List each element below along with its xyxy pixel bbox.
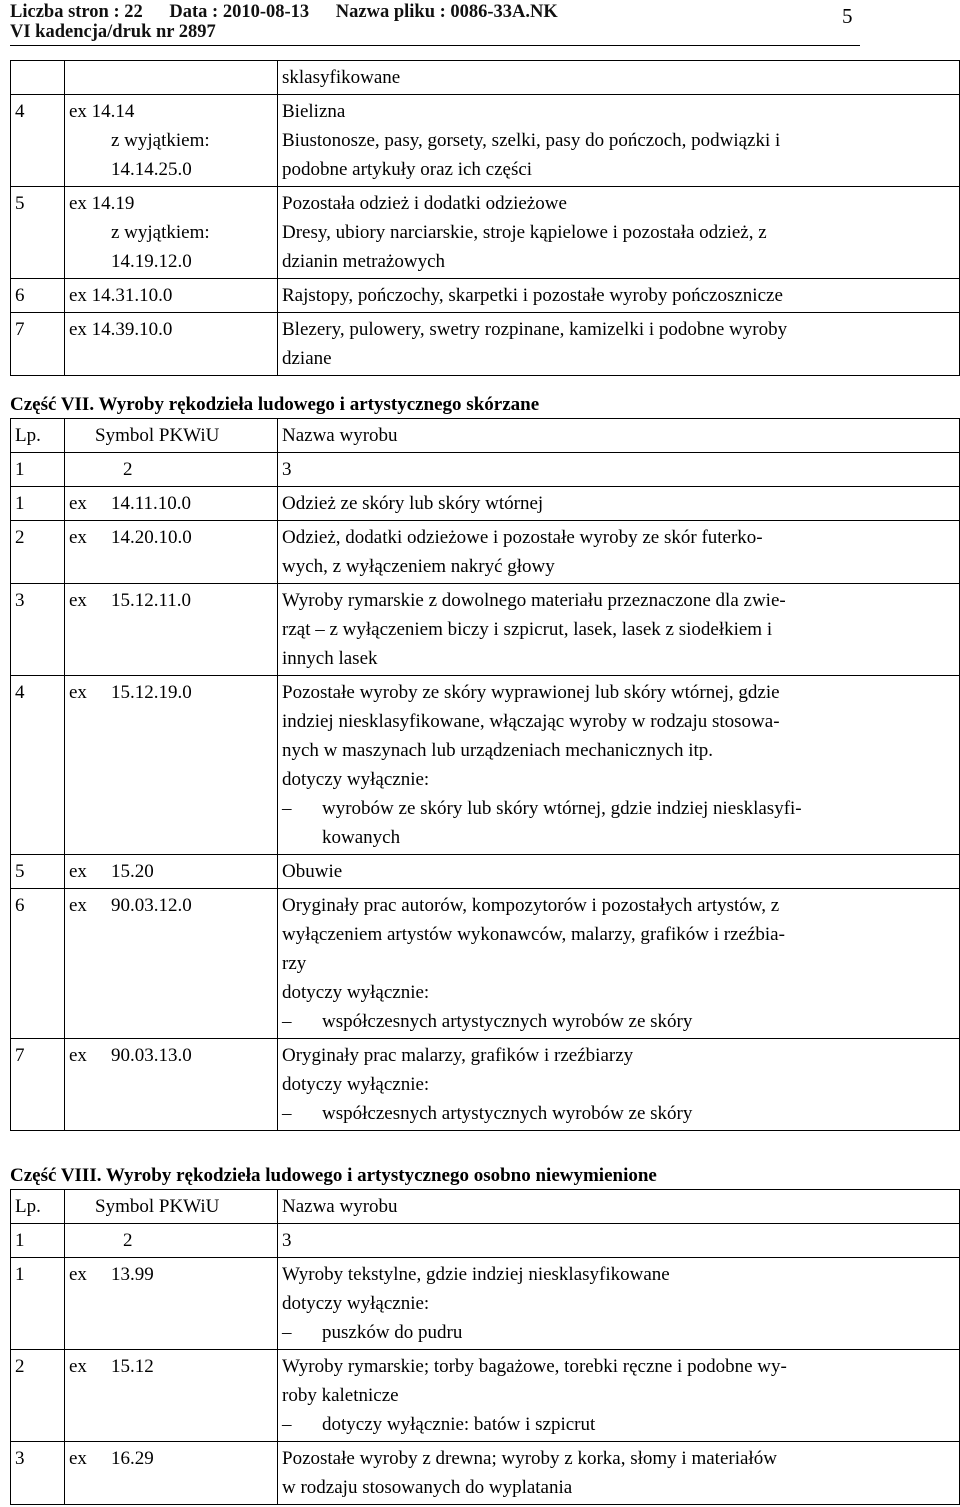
number-col-1: 1: [11, 453, 65, 487]
header-symbol: [65, 1190, 278, 1224]
dash-glyph: –: [282, 1011, 292, 1032]
name-line: Dresy, ubiory narciarskie, stroje kąpielowe i pozostała odzież, z: [282, 222, 767, 243]
name-line: Wyroby rymarskie z dowolnego materiału przeznaczone dla zwie-: [282, 590, 786, 611]
name-line: Oryginały prac autorów, kompozytorów i pozostałych artystów, z: [282, 895, 780, 916]
row-lp: [11, 61, 65, 95]
dash-text: dotyczy wyłącznie: batów i szpicrut: [322, 1414, 596, 1435]
table-row: [11, 1039, 960, 1131]
header-name: Nazwa wyrobu: [278, 419, 960, 453]
name-line: nych w maszynach lub urządzeniach mechanicznych itp.: [282, 740, 714, 761]
name-line: dziane: [282, 348, 332, 369]
pkwiu-code: 15.12.19.0: [111, 682, 192, 703]
table-row: [11, 1350, 960, 1442]
symbol-line: ex 14.31.10.0: [69, 285, 173, 306]
row-lp: 4: [11, 95, 65, 187]
dash-line: [282, 794, 956, 823]
symbol-line: ex 14.19: [69, 193, 135, 214]
row-name: [278, 279, 960, 313]
document-date: Data : 2010-08-13: [169, 2, 310, 22]
row-lp: 2: [11, 1350, 65, 1442]
row-name: [278, 313, 960, 376]
table-number-row: [11, 1224, 960, 1258]
name-line: Rajstopy, pończochy, skarpetki i pozostałe wyroby pończosznicze: [282, 285, 783, 306]
name-line: Oryginały prac malarzy, grafików i rzeźbiarzy: [282, 1045, 634, 1066]
ex-marker: ex: [69, 861, 87, 882]
symbol-line: 14.19.12.0: [111, 251, 192, 272]
name-line: Odzież, dodatki odzieżowe i pozostałe wyroby ze skór futerko-: [282, 527, 763, 548]
row-name: [278, 61, 960, 95]
table-row: [11, 521, 960, 584]
header-lp: Lp.: [11, 419, 65, 453]
name-line: sklasyfikowane: [282, 67, 401, 88]
table-row: [11, 676, 960, 855]
ex-marker: ex: [69, 493, 87, 514]
part6-table: [10, 60, 960, 376]
name-line: Pozostałe wyroby z drewna; wyroby z korka, słomy i materiałów: [282, 1448, 777, 1469]
symbol-line: ex 14.39.10.0: [69, 319, 173, 340]
part7-title: Część VII. Wyroby rękodzieła ludowego i artystycznego skórzane: [10, 394, 540, 415]
row-lp: 7: [11, 1039, 65, 1131]
row-symbol: [65, 279, 278, 313]
row-name: [278, 1350, 960, 1442]
row-lp: 3: [11, 1442, 65, 1505]
name-line: w rodzaju stosowanych do wyplatania: [282, 1477, 573, 1498]
part7-table: [10, 418, 960, 1131]
table-row: [11, 187, 960, 279]
row-symbol: [65, 61, 278, 95]
dash-glyph: –: [282, 798, 292, 819]
dash-glyph: –: [282, 1103, 292, 1124]
row-name: [278, 584, 960, 676]
name-line: dotyczy wyłącznie:: [282, 769, 430, 790]
document-body: [10, 60, 960, 1505]
name-line: dotyczy wyłącznie:: [282, 1293, 430, 1314]
row-symbol: [65, 855, 278, 889]
pkwiu-code: 13.99: [111, 1264, 154, 1285]
number-col-2: [65, 1224, 278, 1258]
row-name: [278, 187, 960, 279]
row-symbol: [65, 187, 278, 279]
number-col-3: 3: [278, 1224, 960, 1258]
dash-line: [282, 823, 956, 852]
number-col-2-text: 2: [123, 459, 133, 480]
number-col-3: 3: [278, 453, 960, 487]
file-name: Nazwa pliku : 0086-33A.NK: [335, 2, 558, 22]
symbol-line: z wyjątkiem:: [111, 130, 210, 151]
table-row: [11, 1258, 960, 1350]
name-line: Wyroby rymarskie; torby bagażowe, torebki ręczne i podobne wy-: [282, 1356, 787, 1377]
dash-line: [282, 1007, 956, 1036]
name-line: dotyczy wyłącznie:: [282, 1074, 430, 1095]
name-line: Pozostałe wyroby ze skóry wyprawionej lub skóry wtórnej, gdzie: [282, 682, 780, 703]
row-symbol: [65, 313, 278, 376]
table-row: [11, 61, 960, 95]
ex-marker: ex: [69, 895, 87, 916]
row-symbol: [65, 889, 278, 1039]
row-lp: 1: [11, 487, 65, 521]
name-line: dzianin metrażowych: [282, 251, 446, 272]
table-number-row: [11, 453, 960, 487]
dash-text: wyrobów ze skóry lub skóry wtórnej, gdzie indziej niesklasyfi-: [322, 798, 802, 819]
table-row: [11, 1442, 960, 1505]
dash-text: współczesnych artystycznych wyrobów ze skóry: [322, 1011, 693, 1032]
row-symbol: [65, 1039, 278, 1131]
number-col-2: [65, 453, 278, 487]
row-name: [278, 487, 960, 521]
pages-count: Liczba stron : 22: [10, 2, 143, 22]
row-lp: 6: [11, 889, 65, 1039]
header-symbol: [65, 419, 278, 453]
ex-marker: ex: [69, 527, 87, 548]
name-line: innych lasek: [282, 648, 378, 669]
name-line: podobne artykuły oraz ich części: [282, 159, 533, 180]
row-lp: 1: [11, 1258, 65, 1350]
name-line: Biustonosze, pasy, gorsety, szelki, pasy do pończoch, podwiązki i: [282, 130, 781, 151]
row-name: [278, 676, 960, 855]
ex-marker: ex: [69, 682, 87, 703]
name-line: wyłączeniem artystów wykonawców, malarzy, grafików i rzeźbia-: [282, 924, 785, 945]
row-lp: 6: [11, 279, 65, 313]
table-row: [11, 855, 960, 889]
row-name: [278, 1442, 960, 1505]
row-name: [278, 95, 960, 187]
pkwiu-code: 15.20: [111, 861, 154, 882]
row-lp: 2: [11, 521, 65, 584]
header-symbol-text: Symbol PKWiU: [95, 425, 220, 446]
page-header: [0, 0, 960, 56]
name-line: rzy: [282, 953, 307, 974]
symbol-line: z wyjątkiem:: [111, 222, 210, 243]
name-line: Blezery, pulowery, swetry rozpinane, kamizelki i podobne wyroby: [282, 319, 788, 340]
table-row: [11, 279, 960, 313]
row-symbol: [65, 95, 278, 187]
name-line: Odzież ze skóry lub skóry wtórnej: [282, 493, 544, 514]
row-lp: 5: [11, 187, 65, 279]
table-row: [11, 584, 960, 676]
row-symbol: [65, 487, 278, 521]
dash-text: współczesnych artystycznych wyrobów ze skóry: [322, 1103, 693, 1124]
table-row: [11, 889, 960, 1039]
dash-glyph: –: [282, 1322, 292, 1343]
dash-glyph: –: [282, 1414, 292, 1435]
name-line: Pozostała odzież i dodatki odzieżowe: [282, 193, 567, 214]
row-lp: 5: [11, 855, 65, 889]
row-name: [278, 521, 960, 584]
name-line: Obuwie: [282, 861, 343, 882]
pkwiu-code: 16.29: [111, 1448, 154, 1469]
name-line: Bielizna: [282, 101, 346, 122]
dash-line: [282, 1318, 956, 1347]
row-name: [278, 889, 960, 1039]
pkwiu-code: 90.03.13.0: [111, 1045, 192, 1066]
pkwiu-code: 14.11.10.0: [111, 493, 192, 514]
row-name: [278, 1258, 960, 1350]
pkwiu-code: 15.12.11.0: [111, 590, 192, 611]
dash-line: [282, 1410, 956, 1439]
number-col-1: 1: [11, 1224, 65, 1258]
dash-text: kowanych: [322, 827, 401, 848]
table-header-row: [11, 1190, 960, 1224]
row-symbol: [65, 521, 278, 584]
row-symbol: [65, 1350, 278, 1442]
dash-line: [282, 1099, 956, 1128]
part8-title: Część VIII. Wyroby rękodzieła ludowego i artystycznego osobno niewymienione: [10, 1165, 657, 1186]
name-line: rząt – z wyłączeniem biczy i szpicrut, lasek, lasek z siodełkiem i: [282, 619, 773, 640]
header-meta-line: [10, 2, 580, 23]
table-header-row: [11, 419, 960, 453]
part8-table: [10, 1189, 960, 1505]
row-symbol: [65, 584, 278, 676]
row-lp: 4: [11, 676, 65, 855]
header-symbol-text: Symbol PKWiU: [95, 1196, 220, 1217]
pkwiu-code: 90.03.12.0: [111, 895, 192, 916]
name-line: wych, z wyłączeniem nakryć głowy: [282, 556, 555, 577]
symbol-line: 14.14.25.0: [111, 159, 192, 180]
row-symbol: [65, 676, 278, 855]
pkwiu-code: 14.20.10.0: [111, 527, 192, 548]
ex-marker: ex: [69, 1045, 87, 1066]
name-line: dotyczy wyłącznie:: [282, 982, 430, 1003]
cadence-label: VI kadencja/druk nr 2897: [10, 22, 216, 42]
name-line: Wyroby tekstylne, gdzie indziej niesklasyfikowane: [282, 1264, 670, 1285]
ex-marker: ex: [69, 1356, 87, 1377]
header-name: Nazwa wyrobu: [278, 1190, 960, 1224]
pkwiu-code: 15.12: [111, 1356, 154, 1377]
table-row: [11, 487, 960, 521]
ex-marker: ex: [69, 1264, 87, 1285]
dash-text: puszków do pudru: [322, 1322, 463, 1343]
row-lp: 7: [11, 313, 65, 376]
table-row: [11, 313, 960, 376]
name-line: indziej niesklasyfikowane, włączając wyroby w rodzaju stosowa-: [282, 711, 780, 732]
name-line: roby kaletnicze: [282, 1385, 399, 1406]
header-divider: [10, 45, 860, 46]
row-symbol: [65, 1258, 278, 1350]
row-name: [278, 855, 960, 889]
header-lp: Lp.: [11, 1190, 65, 1224]
number-col-2-text: 2: [123, 1230, 133, 1251]
row-lp: 3: [11, 584, 65, 676]
row-symbol: [65, 1442, 278, 1505]
table-row: [11, 95, 960, 187]
page-number: 5: [842, 4, 853, 28]
row-name: [278, 1039, 960, 1131]
ex-marker: ex: [69, 590, 87, 611]
symbol-line: ex 14.14: [69, 101, 135, 122]
ex-marker: ex: [69, 1448, 87, 1469]
